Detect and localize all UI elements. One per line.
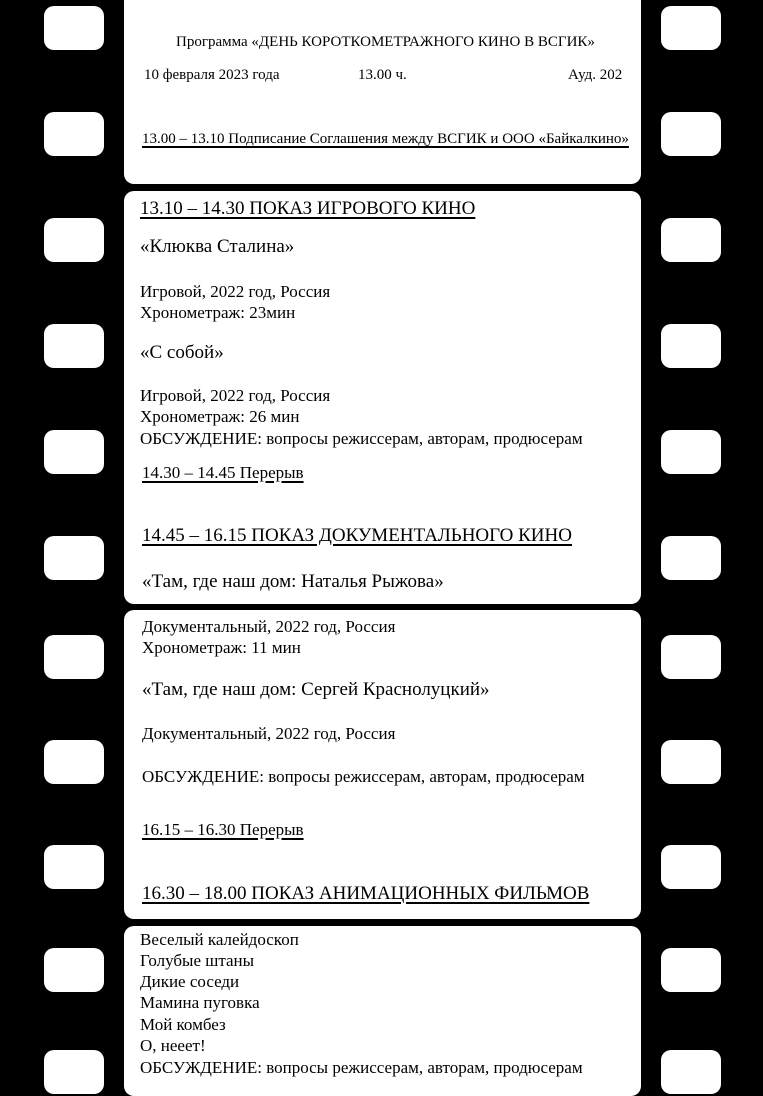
sprocket-hole [661,740,721,784]
sprocket-hole [44,635,104,679]
sprocket-hole [661,218,721,262]
header-frame [124,0,641,184]
film-duration: Хронометраж: 11 мин [142,638,301,657]
sprocket-hole [661,845,721,889]
program-title: Программа «ДЕНЬ КОРОТКОМЕТРАЖНОГО КИНО В ВСГИК» [176,34,595,50]
documentary-frame [124,610,641,919]
animation-film: Мамина пуговка [140,993,260,1012]
sprocket-hole [661,536,721,580]
sprocket-hole [44,6,104,50]
sprocket-hole [44,112,104,156]
film-info: Игровой, 2022 год, Россия [140,386,331,405]
sprocket-hole [661,1050,721,1094]
break-item: 14.30 – 14.45 Перерыв [142,463,304,482]
discussion-note: ОБСУЖДЕНИЕ: вопросы режиссерам, авторам, продюсерам [140,1058,583,1077]
film-info: Документальный, 2022 год, Россия [142,724,396,743]
section-heading-animation: 16.30 – 18.00 ПОКАЗ АНИМАЦИОННЫХ ФИЛЬМОВ [142,883,590,904]
film-duration: Хронометраж: 23мин [140,303,296,322]
film-info: Документальный, 2022 год, Россия [142,617,396,636]
sprocket-hole [661,324,721,368]
sprocket-hole [44,1050,104,1094]
film-duration: Хронометраж: 26 мин [140,407,300,426]
break-item: 16.15 – 16.30 Перерыв [142,820,304,839]
discussion-note: ОБСУЖДЕНИЕ: вопросы режиссерам, авторам, продюсерам [142,767,585,786]
sprocket-hole [661,430,721,474]
sprocket-hole [44,324,104,368]
animation-film: Дикие соседи [140,972,240,991]
animation-film: О, нееет! [140,1036,206,1055]
animation-frame [124,926,641,1096]
sprocket-hole [661,635,721,679]
sprocket-hole [44,948,104,992]
sprocket-hole [661,112,721,156]
discussion-note: ОБСУЖДЕНИЕ: вопросы режиссерам, авторам, продюсерам [140,429,583,448]
sprocket-hole [44,218,104,262]
animation-film: Мой комбез [140,1015,226,1034]
film-info: Игровой, 2022 год, Россия [140,282,331,301]
film-title: «Там, где наш дом: Сергей Краснолуцкий» [142,679,490,700]
section-heading-documentary: 14.45 – 16.15 ПОКАЗ ДОКУМЕНТАЛЬНОГО КИНО [142,525,572,546]
animation-film: Веселый калейдоскоп [140,930,299,949]
section-heading-feature: 13.10 – 14.30 ПОКАЗ ИГРОВОГО КИНО [140,198,476,219]
event-time: 13.00 ч. [358,67,407,83]
sprocket-hole [661,948,721,992]
film-title: «С собой» [140,342,224,363]
sprocket-hole [661,6,721,50]
signing-item: 13.00 – 13.10 Подписание Соглашения между ВСГИК и ООО «Байкалкино» [142,131,629,147]
sprocket-hole [44,845,104,889]
sprocket-hole [44,430,104,474]
event-date: 10 февраля 2023 года [144,67,280,83]
animation-film: Голубые штаны [140,951,255,970]
film-title: «Там, где наш дом: Наталья Рыжова» [142,571,444,592]
feature-film-frame [124,191,641,604]
sprocket-hole [44,536,104,580]
film-title: «Клюква Сталина» [140,236,295,257]
event-room: Ауд. 202 [568,67,623,83]
sprocket-hole [44,740,104,784]
